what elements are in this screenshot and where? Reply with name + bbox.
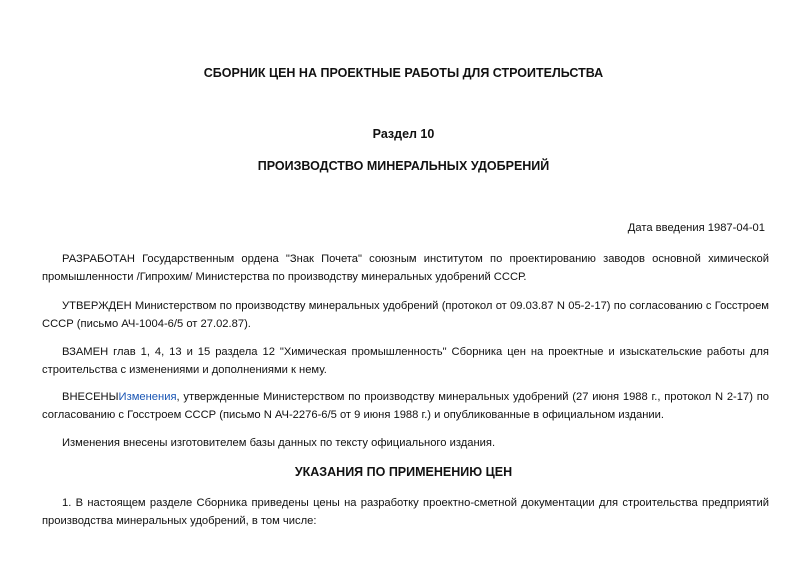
subject-title: ПРОИЗВОДСТВО МИНЕРАЛЬНЫХ УДОБРЕНИЙ bbox=[257, 159, 550, 173]
changes-note-paragraph: Изменения внесены изготовителем базы данных по тексту официального издания. bbox=[62, 437, 496, 449]
introduced-rest: , утвержденные Министерством по производству минеральных удобрений (27 июня 1988 г., протокол N 2-17) по согласованию с Госстроем СССР (письмо N АЧ-2276-6/5 от 9 июня 1988 г.) и опубликованные в официальном издании. bbox=[42, 391, 769, 421]
introduced-prefix: ВНЕСЕНЫ bbox=[62, 391, 119, 403]
clause-1-paragraph: 1. В настоящем разделе Сборника приведены цены на разработку проектно-сметной документации для строительства предприятий производства минеральных удобрений, в том числе: bbox=[42, 497, 769, 527]
guide-title: УКАЗАНИЯ ПО ПРИМЕНЕНИЮ ЦЕН bbox=[294, 465, 513, 479]
changes-link[interactable]: Изменения bbox=[118, 391, 177, 403]
section-title: Раздел 10 bbox=[372, 127, 435, 141]
approved-paragraph: УТВЕРЖДЕН Министерством по производству минеральных удобрений (протокол от 09.03.87 N 05-2-17) по согласованию с Госстроем СССР (письмо АЧ-1004-6/5 от 27.02.87). bbox=[42, 300, 769, 330]
developed-paragraph: РАЗРАБОТАН Государственным ордена "Знак Почета" союзным институтом по проектированию заводов основной химической промышленности /Гипрохим/ Министерства по производству минеральных удобрений СССР. bbox=[42, 253, 769, 283]
document-main-title: СБОРНИК ЦЕН НА ПРОЕКТНЫЕ РАБОТЫ ДЛЯ СТРОИТЕЛЬСТВА bbox=[203, 66, 604, 80]
effective-date: Дата введения 1987-04-01 bbox=[627, 222, 765, 234]
replaces-paragraph: ВЗАМЕН глав 1, 4, 13 и 15 раздела 12 "Химическая промышленность" Сборника цен на проектные и изыскательские работы для строительства с изменениями и дополнениями к нему. bbox=[42, 346, 769, 376]
introduced-paragraph bbox=[42, 388, 769, 424]
